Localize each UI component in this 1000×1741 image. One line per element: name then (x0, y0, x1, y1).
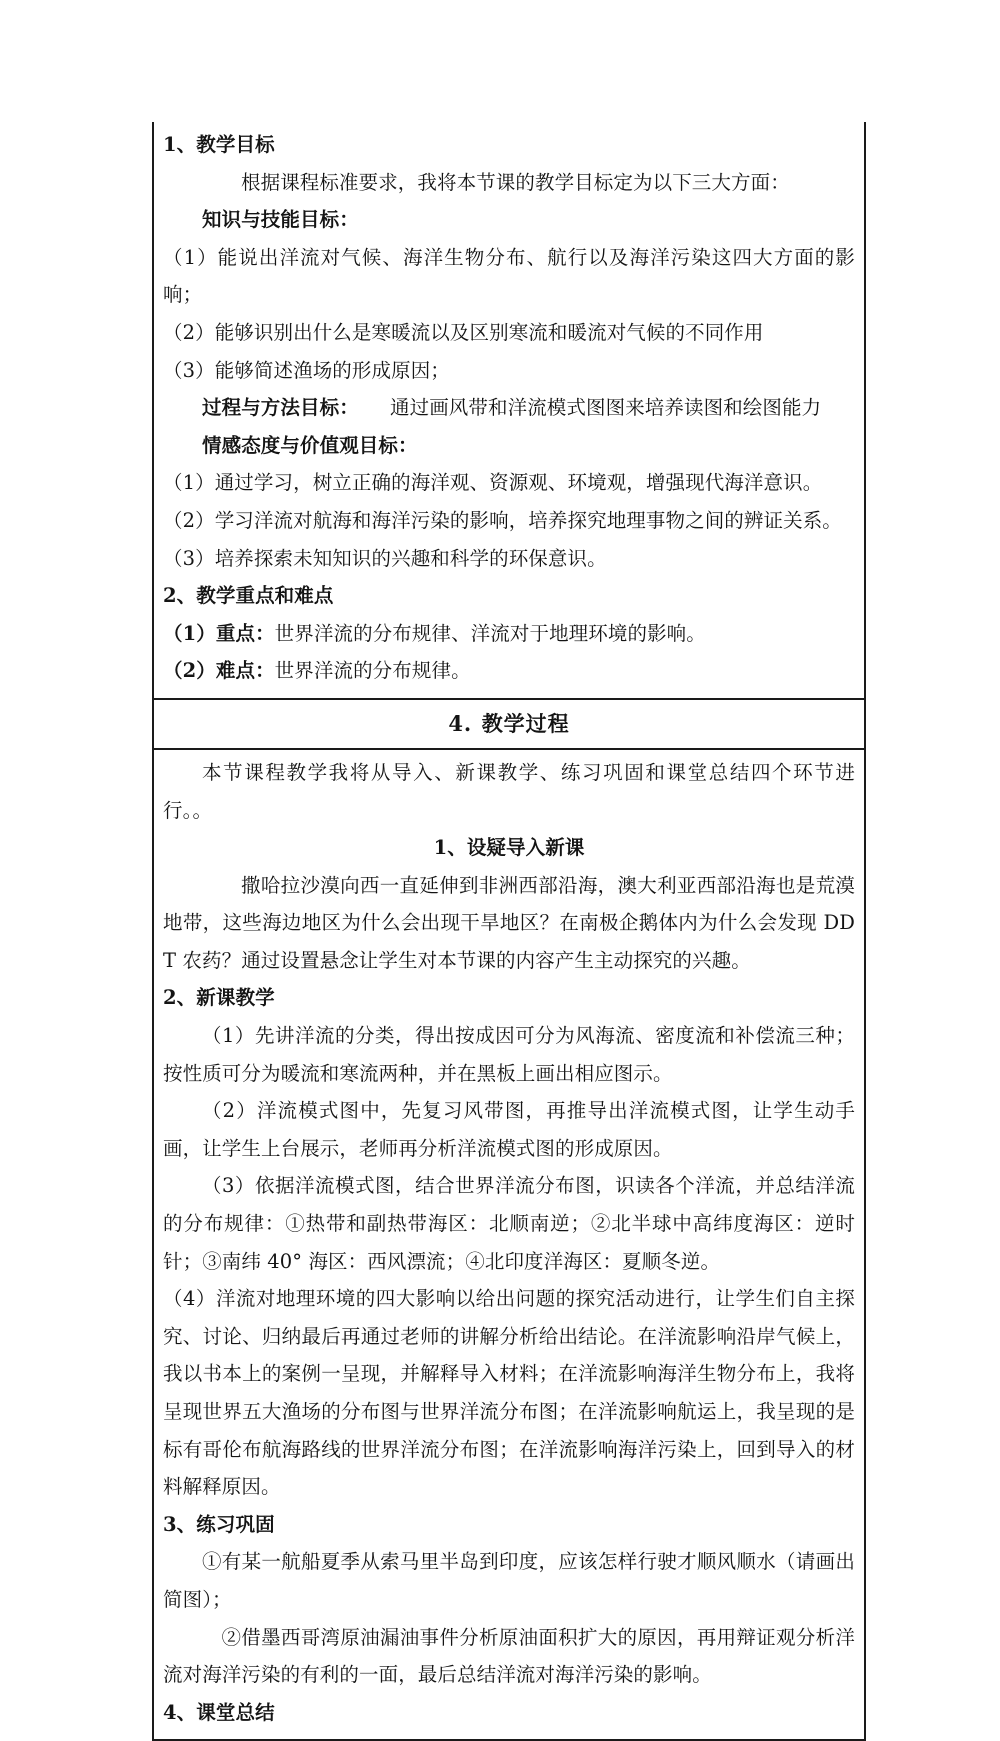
key-point-label-2: （2）难点： (163, 659, 275, 683)
step2-item-1: （1）先讲洋流的分类，得出按成因可分为风海流、密度流和补偿流三种；按性质可分为暖流和寒流两种，并在黑板上画出相应图示。 (163, 1024, 855, 1085)
step2-heading: 2、新课教学 (163, 986, 275, 1010)
process-goal-heading: 过程与方法目标： (202, 396, 359, 420)
key-point-item-1 (163, 615, 855, 653)
step1-text: 撒哈拉沙漠向西一直延伸到非洲西部沿海，澳大利亚西部沿海也是荒漠地带，这些海边地区为什么会出现干旱地区？在南极企鹅体内为什么会发现 DDT 农药？通过设置悬念让学生对本节课的内容产生主动探究的兴趣。 (163, 873, 855, 972)
step2-item-2: （2）洋流模式图中，先复习风带图，再推导出洋流模式图，让学生动手画，让学生上台展示，老师再分析洋流模式图的形成原因。 (163, 1099, 855, 1160)
process-intro: 本节课程教学我将从导入、新课教学、练习巩固和课堂总结四个环节进行。。 (163, 760, 855, 822)
key-point-label-1: （1）重点： (163, 621, 275, 645)
step3-item-2: ②借墨西哥湾原油漏油事件分析原油面积扩大的原因，再用辩证观分析洋流对海洋污染的有利的一面，最后总结洋流对海洋污染的影响。 (163, 1625, 855, 1687)
process-goal-text: 通过画风带和洋流模式图图来培养读图和绘图能力 (390, 396, 822, 420)
table-cell-process-banner (154, 698, 864, 748)
knowledge-goal-item-1: （1）能说出洋流对气候、海洋生物分布、航行以及海洋污染这四大方面的影响； (163, 245, 855, 307)
process-goal-line (163, 389, 855, 427)
key-point-item-2 (163, 652, 855, 690)
key-points-heading: 2、教学重点和难点 (163, 584, 334, 608)
step3-heading: 3、练习巩固 (163, 1512, 275, 1536)
step3-item-1: ①有某一航船夏季从索马里半岛到印度，应该怎样行驶才顺风顺水（请画出简图）； (163, 1550, 855, 1611)
teaching-process-banner (154, 700, 864, 748)
key-point-text-1: 世界洋流的分布规律、洋流对于地理环境的影响。 (274, 621, 706, 645)
table-cell-objectives (154, 122, 864, 698)
step2-item-4: （4）洋流对地理环境的四大影响以给出问题的探究活动进行，让学生们自主探究、讨论、归纳最后再通过老师的讲解分析给出结论。在洋流影响沿岸气候上，我以书本上的案例一呈现，并解释导入材料；在洋流影响海洋生物分布上，我将呈现世界五大渔场的分布图与世界洋流分布图；在洋流影响航运上，我呈现的是标有哥伦布航海路线的世界洋流分布图；在洋流影响海洋污染上，回到导入的材料解释原因。 (163, 1287, 855, 1499)
step1-heading: 1、设疑导入新课 (433, 836, 585, 860)
banner-number: 4. (448, 710, 473, 736)
knowledge-goal-item-2: （2）能够识别出什么是寒暖流以及区别寒流和暖流对气候的不同作用 (163, 320, 764, 344)
attitude-goal-heading: 情感态度与价值观目标： (202, 433, 418, 457)
step4-heading: 4、课堂总结 (163, 1700, 275, 1724)
attitude-goal-item-2: （2）学习洋流对航海和海洋污染的影响，培养探究地理事物之间的辨证关系。 (163, 508, 842, 532)
objectives-heading: 1、教学目标 (163, 133, 275, 156)
objectives-intro: 根据课程标准要求，我将本节课的教学目标定为以下三大方面： (241, 170, 790, 194)
lesson-plan-table (152, 122, 866, 1741)
banner-title: 教学过程 (481, 710, 570, 736)
attitude-goal-item-3: （3）培养探索未知知识的兴趣和科学的环保意识。 (163, 546, 607, 570)
table-cell-teaching-process (154, 748, 864, 1739)
key-point-text-2: 世界洋流的分布规律。 (274, 659, 471, 683)
attitude-goal-item-1: （1）通过学习，树立正确的海洋观、资源观、环境观，增强现代海洋意识。 (163, 471, 823, 495)
knowledge-goal-heading: 知识与技能目标： (202, 208, 359, 232)
knowledge-goal-item-3: （3）能够简述渔场的形成原因； (163, 358, 450, 382)
step2-item-3: （3）依据洋流模式图，结合世界洋流分布图，识读各个洋流，并总结洋流的分布规律：①热带和副热带海区：北顺南逆；②北半球中高纬度海区：逆时针；③南纬 40° 海区：西风漂流；④北印度洋海区：夏顺冬逆。 (163, 1174, 855, 1273)
